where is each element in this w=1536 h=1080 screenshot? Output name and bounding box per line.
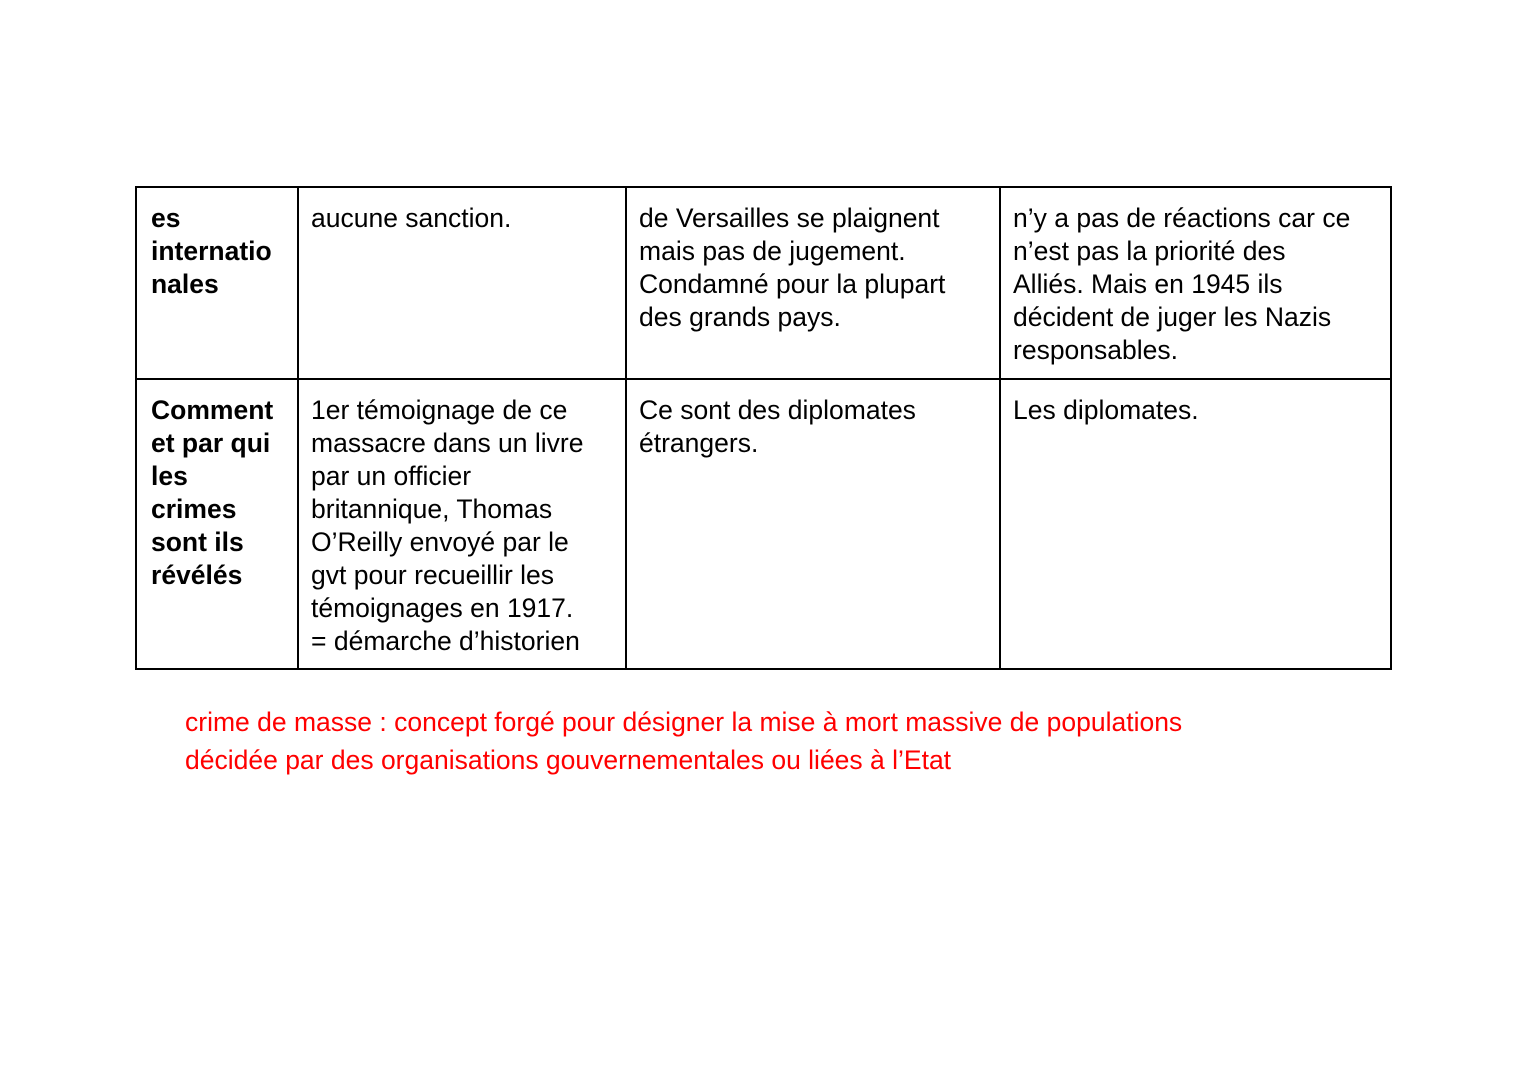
table-cell [1000, 187, 1391, 379]
content-table [135, 186, 1392, 670]
cell-text: Les diplomates. [1013, 395, 1199, 425]
cell-text: Ce sont des diplomates étrangers. [639, 395, 916, 458]
cell-text: aucune sanction. [311, 203, 512, 233]
table-cell [298, 187, 626, 379]
row-header-text: Comment et par qui les crimes sont ils révélés [151, 395, 274, 590]
row-header-text: es internatio nales [151, 203, 272, 299]
cell-text: de Versailles se plaignent mais pas de jugement. Condamné pour la plupart des grands pays. [639, 203, 946, 332]
table-row [136, 187, 1391, 379]
table-cell [626, 379, 1000, 669]
cell-text: n’y a pas de réactions car ce n’est pas la priorité des Alliés. Mais en 1945 ils décident de juger les Nazis responsables. [1013, 203, 1351, 365]
cell-text: 1er témoignage de ce massacre dans un livre par un officier britannique, Thomas O’Reilly envoyé par le gvt pour recueillir les témoignages en 1917. = démarche d’historien [311, 395, 584, 656]
table-cell [626, 187, 1000, 379]
definition-note: crime de masse : concept forgé pour désigner la mise à mort massive de populations décidée par des organisations gouvernementales ou liées à l’Etat [185, 707, 1183, 775]
table-row [136, 379, 1391, 669]
row-header-cell [136, 187, 298, 379]
table-cell [298, 379, 626, 669]
table-cell [1000, 379, 1391, 669]
row-header-cell [136, 379, 298, 669]
